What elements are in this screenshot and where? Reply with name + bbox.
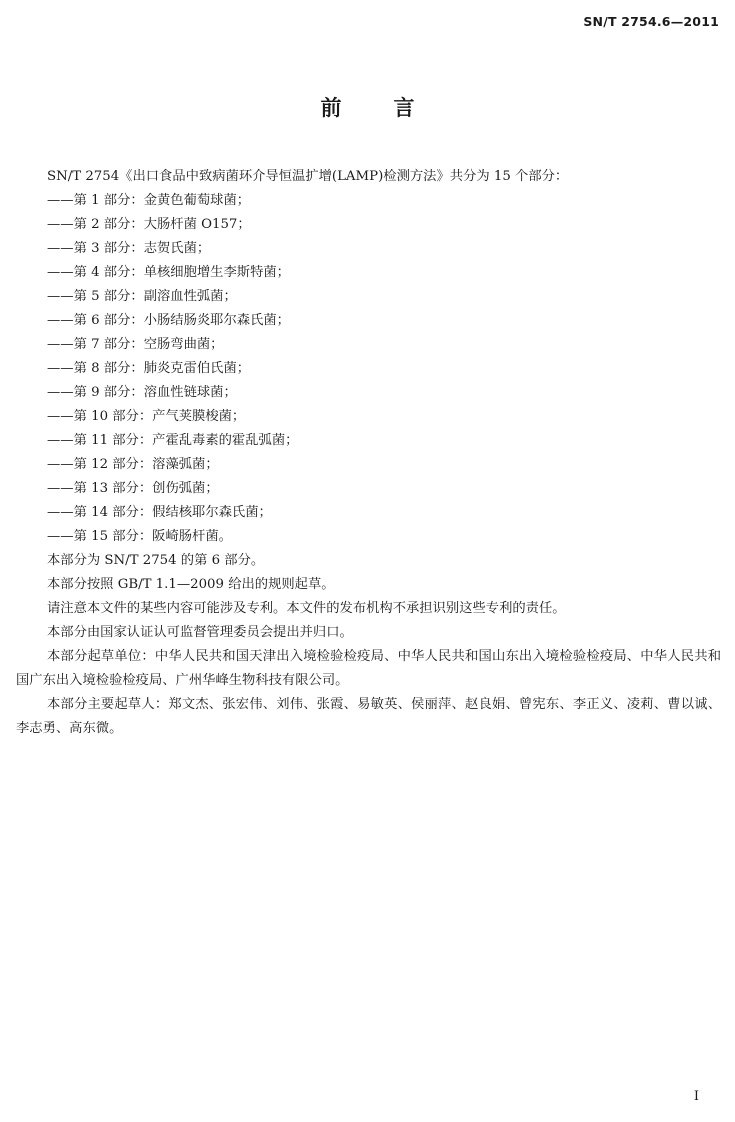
list-item: ——第 2 部分：大肠杆菌 O157；	[47, 217, 251, 232]
drafting-rules-statement: 本部分按照 GB/T 1.1—2009 给出的规则起草。	[47, 577, 335, 592]
proposer-statement: 本部分由国家认证认可监督管理委员会提出并归口。	[47, 625, 353, 640]
patent-notice: 请注意本文件的某些内容可能涉及专利。本文件的发布机构不承担识别这些专利的责任。	[47, 601, 566, 616]
list-item: ——第 9 部分：溶血性链球菌；	[47, 385, 237, 400]
parts-list	[16, 189, 721, 549]
page-title: 前言	[320, 96, 467, 120]
page-number: I	[693, 1089, 699, 1104]
list-item: ——第 13 部分：创伤弧菌；	[47, 481, 219, 496]
list-item: ——第 11 部分：产霍乱毒素的霍乱弧菌；	[47, 433, 299, 448]
list-item: ——第 15 部分：阪崎肠杆菌。	[47, 529, 232, 544]
list-item: ——第 7 部分：空肠弯曲菌；	[47, 337, 224, 352]
list-item: ——第 8 部分：肺炎克雷伯氏菌；	[47, 361, 251, 376]
list-item: ——第 12 部分：溶藻弧菌；	[47, 457, 219, 472]
standard-number: SN/T 2754.6—2011	[583, 14, 719, 29]
intro-paragraph: SN/T 2754《出口食品中致病菌环介导恒温扩增(LAMP)检测方法》共分为 15 个部分：	[47, 169, 569, 184]
list-item: ——第 10 部分：产气荚膜梭菌；	[47, 409, 246, 424]
drafting-units: 本部分起草单位：中华人民共和国天津出入境检验检疫局、中华人民共和国山东出入境检验检疫局、中华人民共和国广东出入境检验检疫局、广州华峰生物科技有限公司。	[16, 649, 721, 688]
list-item: ——第 6 部分：小肠结肠炎耶尔森氏菌；	[47, 313, 290, 328]
list-item: ——第 4 部分：单核细胞增生李斯特菌；	[47, 265, 290, 280]
list-item: ——第 1 部分：金黄色葡萄球菌；	[47, 193, 251, 208]
list-item: ——第 3 部分：志贺氏菌；	[47, 241, 211, 256]
list-item: ——第 5 部分：副溶血性弧菌；	[47, 289, 237, 304]
document-body	[16, 165, 721, 741]
list-item: ——第 14 部分：假结核耶尔森氏菌；	[47, 505, 272, 520]
part-statement: 本部分为 SN/T 2754 的第 6 部分。	[47, 553, 265, 568]
drafters: 本部分主要起草人：郑文杰、张宏伟、刘伟、张霞、易敏英、侯丽萍、赵良娟、曾宪东、李正义、凌莉、曹以诚、李志勇、高东微。	[16, 697, 721, 736]
